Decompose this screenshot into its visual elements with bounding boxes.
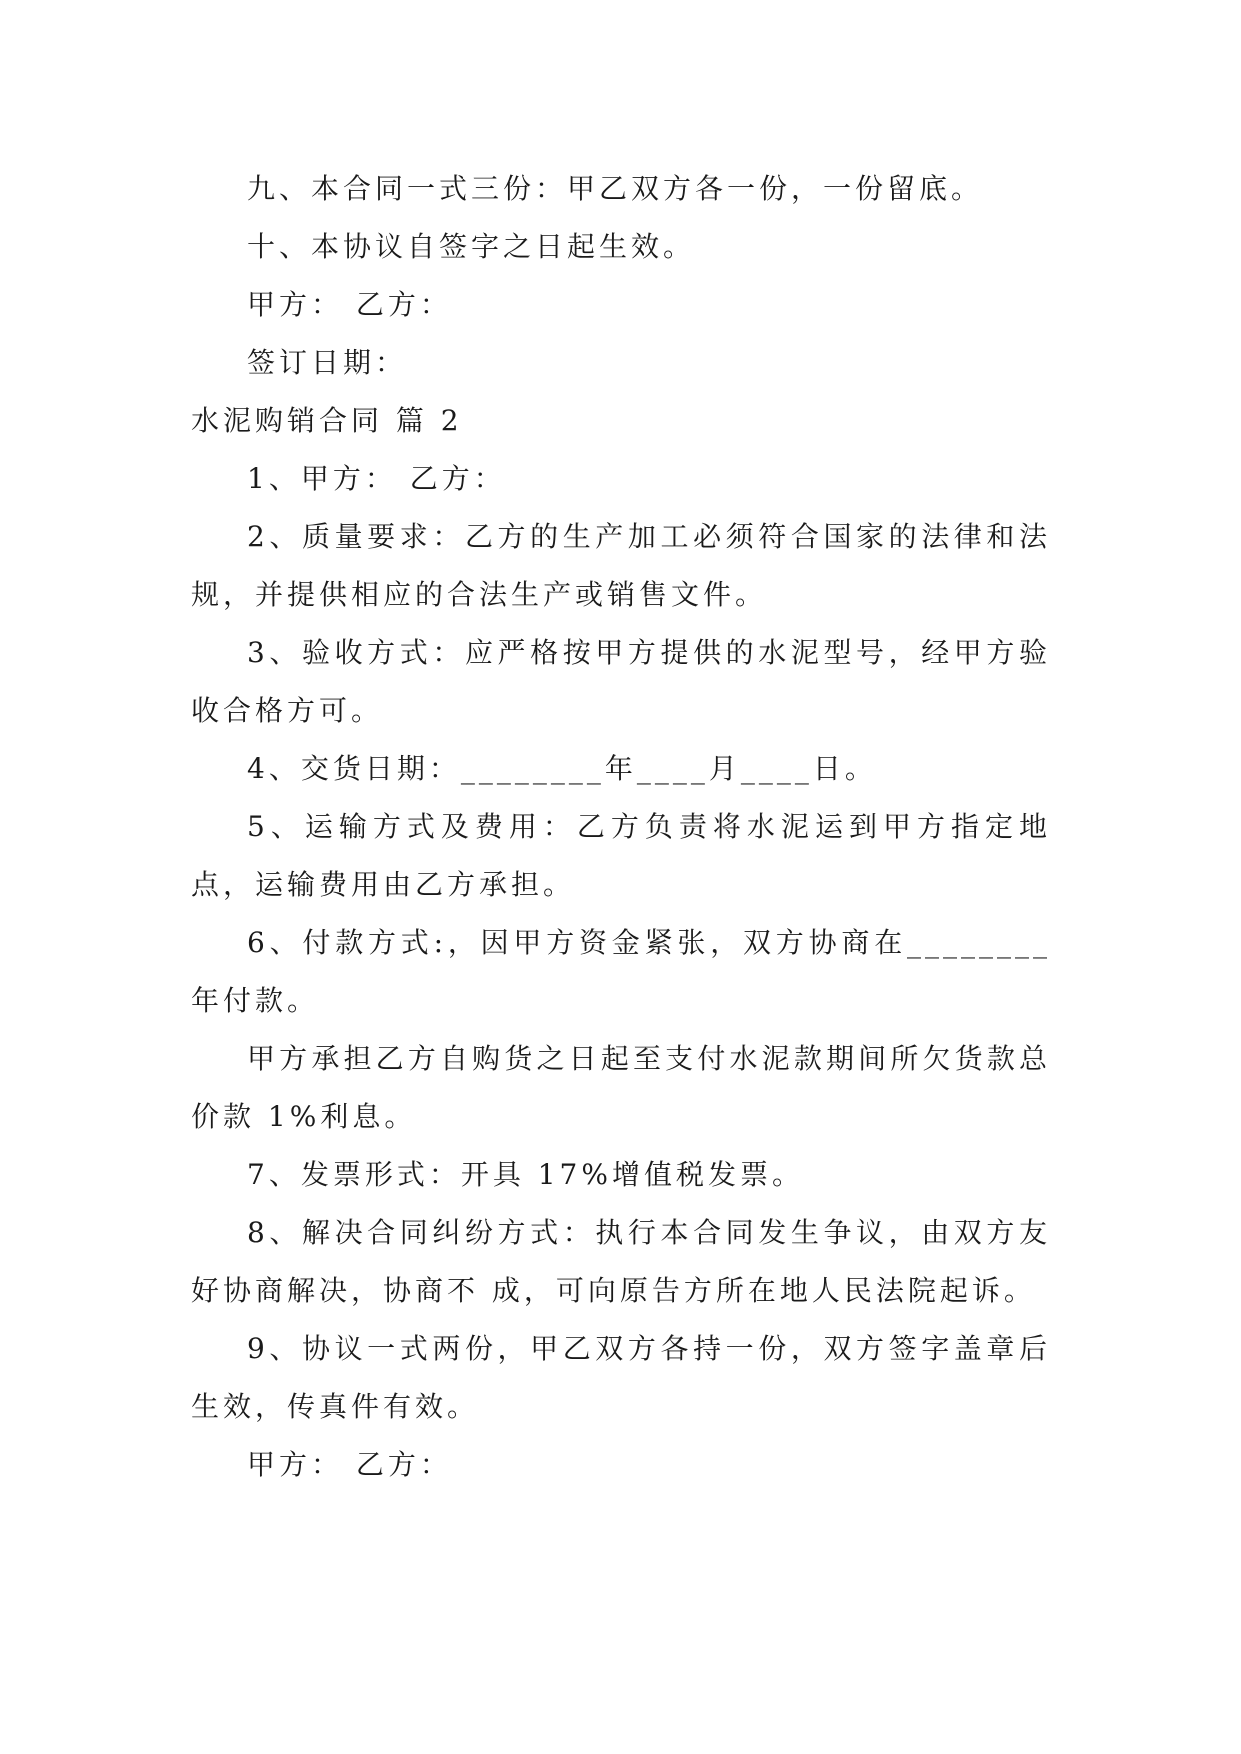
clause-9-copies: 9、协议一式两份，甲乙双方各持一份，双方签字盖章后生效，传真件有效。 xyxy=(191,1332,1051,1423)
clause-6-interest: 甲方承担乙方自购货之日起至支付水泥款期间所欠货款总价款 1%利息。 xyxy=(191,1042,1051,1133)
clause-3-acceptance: 3、验收方式：应严格按甲方提供的水泥型号，经甲方验收合格方可。 xyxy=(191,636,1051,727)
section-title: 水泥购销合同 篇 2 xyxy=(191,404,463,437)
clause-1-parties: 1、甲方： 乙方： xyxy=(247,462,506,495)
document-body xyxy=(191,160,1051,1494)
clause-2-quality: 2、质量要求：乙方的生产加工必须符合国家的法律和法规，并提供相应的合法生产或销售文件。 xyxy=(191,520,1051,611)
signature-parties: 甲方： 乙方： xyxy=(247,288,452,321)
clause-4-delivery-date: 4、交货日期：________年____月____日。 xyxy=(247,752,877,785)
clause-5-transport: 5、运输方式及费用：乙方负责将水泥运到甲方指定地点，运输费用由乙方承担。 xyxy=(191,810,1051,901)
clause-6-payment: 6、付款方式:，因甲方资金紧张，双方协商在________年付款。 xyxy=(191,926,1051,1017)
clause-nine: 九、本合同一式三份：甲乙双方各一份，一份留底。 xyxy=(247,172,984,205)
signature-parties-2: 甲方： 乙方： xyxy=(247,1448,452,1481)
clause-7-invoice: 7、发票形式：开具 17%增值税发票。 xyxy=(247,1158,804,1191)
clause-8-dispute: 8、解决合同纠纷方式：执行本合同发生争议，由双方友好协商解决，协商不 成，可向原告方所在地人民法院起诉。 xyxy=(191,1216,1051,1307)
clause-ten: 十、本协议自签字之日起生效。 xyxy=(247,230,696,263)
signing-date: 签订日期： xyxy=(247,346,408,379)
